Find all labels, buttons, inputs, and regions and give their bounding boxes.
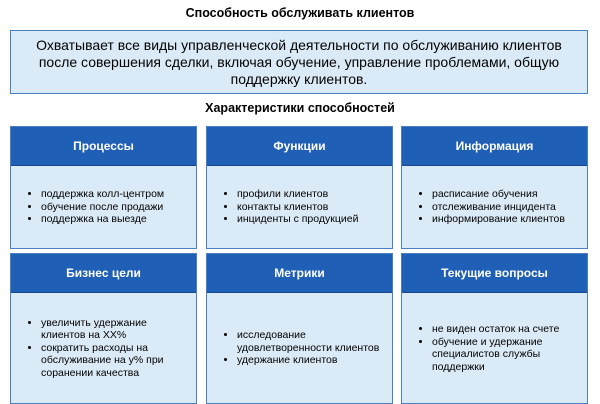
bullet-list xyxy=(207,329,392,367)
card-body xyxy=(402,166,587,248)
bullet-list xyxy=(402,323,587,373)
bullet-list xyxy=(11,188,170,226)
card-functions xyxy=(206,126,393,249)
bullet-list xyxy=(11,317,196,380)
bullet-list xyxy=(207,188,364,226)
card-body xyxy=(207,293,392,403)
card-current-issues xyxy=(401,253,588,404)
card-heading: Информация xyxy=(402,127,587,166)
card-information xyxy=(401,126,588,249)
list-item: • сократить расходы на обслуживание на y% при соранении качества xyxy=(41,342,190,380)
list-item: • обучение после продажи xyxy=(41,201,164,214)
summary-text: Охватывает все виды управленческой деятельности по обслуживанию клиентов после совершения сделки, включая обучение, управление проблемами, общую поддержку клиентов. xyxy=(36,36,562,87)
card-body xyxy=(11,166,196,248)
list-item: • поддержка на выезде xyxy=(41,213,164,226)
list-item: • инциденты с продукцией xyxy=(237,213,358,226)
card-processes xyxy=(10,126,197,249)
summary-box xyxy=(10,30,588,94)
list-item: • увеличить удержание клиентов на XX% xyxy=(41,317,190,342)
list-item: • обучение и удержание специалистов службы поддержки xyxy=(432,336,581,374)
card-heading: Функции xyxy=(207,127,392,166)
card-business-goals xyxy=(10,253,197,404)
list-item: • исследование удовлетворенности клиентов xyxy=(237,329,386,354)
list-item: • расписание обучения xyxy=(432,188,565,201)
section-subtitle: Характеристики способностей xyxy=(205,101,395,115)
card-metrics xyxy=(206,253,393,404)
card-body xyxy=(402,293,587,403)
card-heading: Текущие вопросы xyxy=(402,254,587,293)
card-heading: Процессы xyxy=(11,127,196,166)
card-body xyxy=(207,166,392,248)
list-item: • контакты клиентов xyxy=(237,201,358,214)
list-item: • информирование клиентов xyxy=(432,213,565,226)
list-item: • профили клиентов xyxy=(237,188,358,201)
card-heading: Бизнес цели xyxy=(11,254,196,293)
card-heading: Метрики xyxy=(207,254,392,293)
bullet-list xyxy=(402,188,571,226)
card-body xyxy=(11,293,196,403)
list-item: • не виден остаток на счете xyxy=(432,323,581,336)
list-item: • поддержка колл-центром xyxy=(41,188,164,201)
page-title: Способность обслуживать клиентов xyxy=(185,6,415,20)
list-item: • удержание клиентов xyxy=(237,354,386,367)
list-item: • отслеживание инцидента xyxy=(432,201,565,214)
